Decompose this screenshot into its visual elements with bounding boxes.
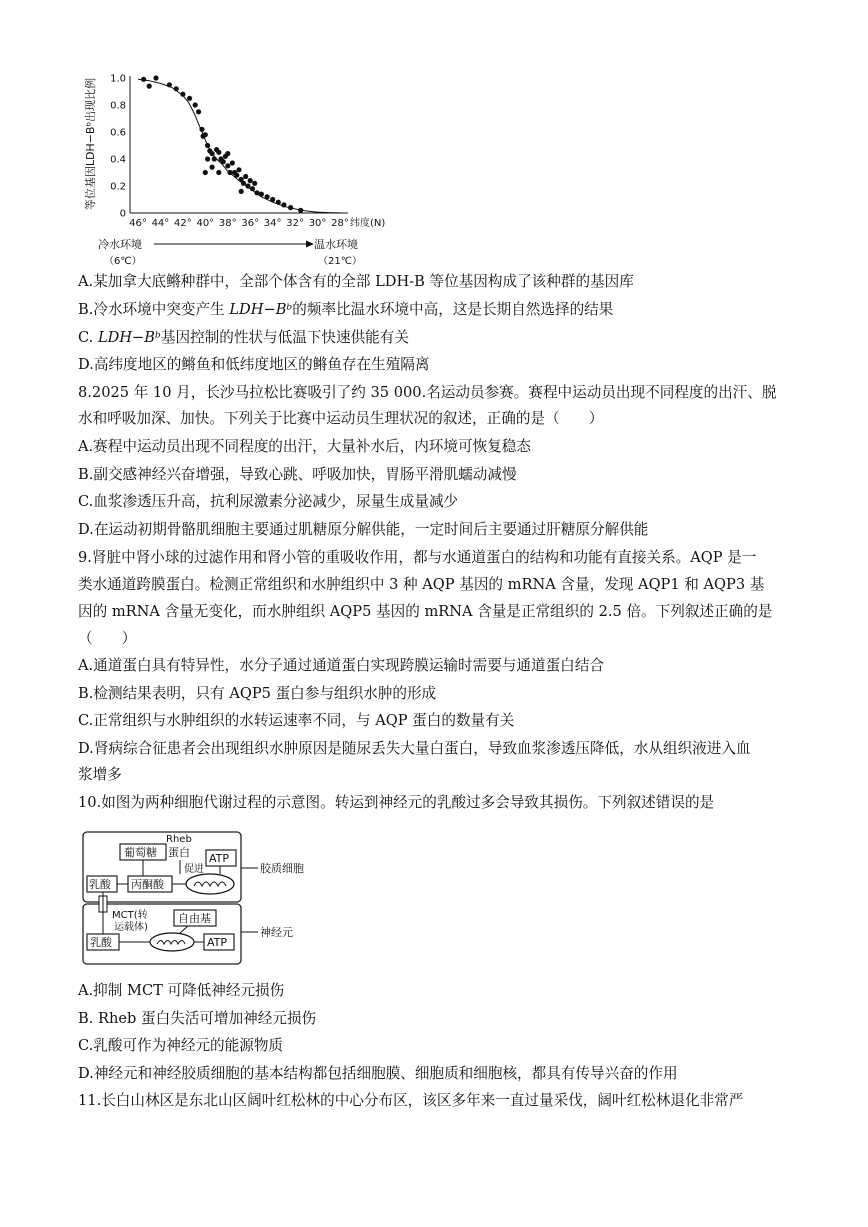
neuron-label: 神经元 <box>260 926 293 939</box>
q7c-post: 基因控制的性状与低温下快速供能有关 <box>160 329 409 346</box>
data-point <box>203 132 208 137</box>
data-point <box>288 205 293 210</box>
cold-env-temp: （6℃） <box>104 256 142 267</box>
data-point <box>210 165 215 170</box>
q8-option-d: D.在运动初期骨骼肌细胞主要通过肌糖原分解供能，一定时间后主要通过肝糖原分解供能 <box>78 521 649 538</box>
y-axis-label: 等位基因LDH−Bᵇ出现比例 <box>84 77 97 211</box>
data-point <box>180 92 185 97</box>
q7c-gene: LDH−Bᵇ <box>97 329 161 346</box>
atp-top-label: ATP <box>209 852 230 865</box>
q9-option-a: A.通道蛋白具有特异性，水分子通过通道蛋白实现跨膜运输时需要与通道蛋白结合 <box>78 657 604 674</box>
mct-label-1: MCT(转 <box>112 910 148 921</box>
data-point <box>212 156 217 161</box>
data-point <box>216 150 221 155</box>
q10-option-c: C.乳酸可作为神经元的能源物质 <box>78 1037 284 1054</box>
data-point <box>205 156 210 161</box>
data-point <box>187 96 192 101</box>
data-point <box>210 151 215 156</box>
q7-option-b <box>78 300 613 320</box>
latitude-allele-chart <box>78 68 386 268</box>
data-point <box>281 202 286 207</box>
x-tick-label: 28° <box>331 218 349 229</box>
x-tick-label: 36° <box>241 218 260 229</box>
atp-bottom-label: ATP <box>207 936 228 949</box>
q9-option-d-line1: D.肾病综合征患者会出现组织水肿原因是随尿丢失大量白蛋白，导致血浆渗透压降低，水从组织液进入血 <box>78 740 751 757</box>
data-point <box>141 77 146 82</box>
data-point <box>225 163 230 168</box>
y-tick-label: 0.6 <box>110 127 126 139</box>
data-point <box>265 194 270 199</box>
x-axis-ticks <box>129 218 349 229</box>
q9-option-c: C.正常组织与水肿组织的水转运速率不同，与 AQP 蛋白的数量有关 <box>78 712 515 729</box>
q9-stem-line4: （ ） <box>78 630 137 647</box>
mito-to-radical-arrow <box>180 926 188 933</box>
data-point <box>174 86 179 91</box>
data-point <box>243 174 248 179</box>
x-tick-label: 42° <box>174 218 192 229</box>
data-point <box>248 178 253 183</box>
q7-option-c <box>78 328 409 348</box>
x-tick-label: 40° <box>196 218 215 229</box>
data-point <box>250 186 255 191</box>
y-tick-label: 0.4 <box>110 154 126 166</box>
data-point <box>276 200 281 205</box>
data-point <box>241 181 246 186</box>
data-point <box>254 190 259 195</box>
warm-env-temp: （21℃） <box>318 256 362 267</box>
cold-env-label: 冷水环境 <box>98 238 142 251</box>
y-tick-label: 0.2 <box>110 181 126 193</box>
warm-env-label: 温水环境 <box>314 238 358 251</box>
data-point <box>147 84 152 89</box>
free-radical-label: 自由基 <box>178 912 211 925</box>
x-tick-label: 44° <box>151 218 170 229</box>
data-point <box>298 208 303 213</box>
q11-stem: 11.长白山林区是东北山区阔叶红松林的中心分布区，该区多年来一直过量采伐，阔叶红松林退化非常严 <box>78 1092 744 1109</box>
x-tick-label: 30° <box>308 218 327 229</box>
cell-metabolism-diagram <box>80 830 330 970</box>
rheb-label-2: 蛋白 <box>168 846 190 859</box>
q9-stem-line2: 类水通道跨膜蛋白。检测正常组织和水肿组织中 3 种 AQP 基因的 mRNA 含量，发现 AQP1 和 AQP3 基 <box>78 576 765 593</box>
env-arrow-head <box>306 241 314 248</box>
y-tick-label: 0 <box>119 208 126 220</box>
data-point <box>205 143 210 148</box>
data-point <box>234 173 239 178</box>
x-tick-label: 38° <box>218 218 237 229</box>
data-point <box>270 197 275 202</box>
q7b-gene: LDH−Bᵇ <box>229 301 293 318</box>
q9-option-b: B.检测结果表明，只有 AQP5 蛋白参与组织水肿的形成 <box>78 685 437 702</box>
data-point <box>153 75 158 80</box>
data-point <box>236 167 241 172</box>
fitted-curve <box>138 79 340 213</box>
data-point <box>203 170 208 175</box>
x-tick-label: 32° <box>286 218 304 229</box>
q10-stem: 10.如图为两种细胞代谢过程的示意图。转运到神经元的乳酸过多会导致其损伤。下列叙述错误的是 <box>78 794 715 811</box>
q7-option-a: A.某加拿大底鳉种群中，全部个体含有的全部 LDH-B 等位基因构成了该种群的基因库 <box>78 273 634 290</box>
q10-option-d: D.神经元和神经胶质细胞的基本结构都包括细胞膜、细胞质和细胞核，都具有传导兴奋的作用 <box>78 1065 678 1082</box>
q8-stem-line2: 水和呼吸加深、加快。下列关于比赛中运动员生理状况的叙述，正确的是（ ） <box>78 410 604 427</box>
q7b-pre: B.冷水环境中突变产生 <box>78 301 230 318</box>
x-tick-label: 34° <box>263 218 282 229</box>
promote-label: 促进 <box>184 864 204 875</box>
y-axis-ticks <box>110 74 126 220</box>
q9-stem-line3: 因的 mRNA 含量无变化，而水肿组织 AQP5 基因的 mRNA 含量是正常组织的 2.5 倍。下列叙述正确的是 <box>78 603 773 620</box>
data-point <box>193 102 198 107</box>
q9-stem-line1: 9.肾脏中肾小球的过滤作用和肾小管的重吸收作用，都与水通道蛋白的结构和功能有直接关系。AQP 是一 <box>78 549 757 566</box>
q10-option-a: A.抑制 MCT 可降低神经元损伤 <box>78 982 285 999</box>
data-points <box>141 75 303 213</box>
q8-option-b: B.副交感神经兴奋增强，导致心跳、呼吸加快，胃肠平滑肌蠕动减慢 <box>78 466 517 483</box>
x-tick-label: 46° <box>129 218 147 229</box>
data-point <box>221 159 226 164</box>
q10-option-b: B. Rheb 蛋白失活可增加神经元损伤 <box>78 1010 317 1027</box>
rheb-label-1: Rheb <box>166 834 192 845</box>
data-point <box>239 189 244 194</box>
lactate-top-label: 乳酸 <box>89 878 111 891</box>
data-point <box>196 109 201 114</box>
data-point <box>245 183 250 188</box>
q9-option-d-line2: 浆增多 <box>78 766 122 783</box>
mitochondrion-top-icon <box>186 874 234 894</box>
data-point <box>252 181 257 186</box>
data-point <box>225 151 230 156</box>
q7-option-d: D.高纬度地区的鳉鱼和低纬度地区的鳉鱼存在生殖隔离 <box>78 356 430 373</box>
y-tick-label: 0.8 <box>110 100 126 112</box>
pyruvate-label: 丙酮酸 <box>131 878 164 891</box>
q8-option-c: C.血浆渗透压升高，抗利尿激素分泌减少，尿量生成量减少 <box>78 493 459 510</box>
data-point <box>167 82 172 87</box>
glucose-label: 葡萄糖 <box>124 846 157 859</box>
mct-label-2: 运载体) <box>114 922 148 933</box>
q8-stem-line1: 8.2025 年 10 月，长沙马拉松比赛吸引了约 35 000.名运动员参赛。赛程中运动员出现不同程度的出汗、脱 <box>78 384 777 401</box>
y-tick-label: 1.0 <box>110 73 126 85</box>
glial-cell-label: 胶质细胞 <box>260 862 304 875</box>
data-point <box>230 160 235 165</box>
data-point <box>259 192 264 197</box>
data-point <box>227 170 232 175</box>
q8-option-a: A.赛程中运动员出现不同程度的出汗，大量补水后，内环境可恢复稳态 <box>78 438 531 455</box>
q7b-post: 的频率比温水环境中高，这是长期自然选择的结果 <box>292 301 614 318</box>
q7c-pre: C. <box>78 329 98 346</box>
data-point <box>216 170 221 175</box>
x-axis-label: 纬度(N) <box>350 218 386 229</box>
data-point <box>199 127 204 132</box>
lactate-bottom-label: 乳酸 <box>90 936 112 949</box>
